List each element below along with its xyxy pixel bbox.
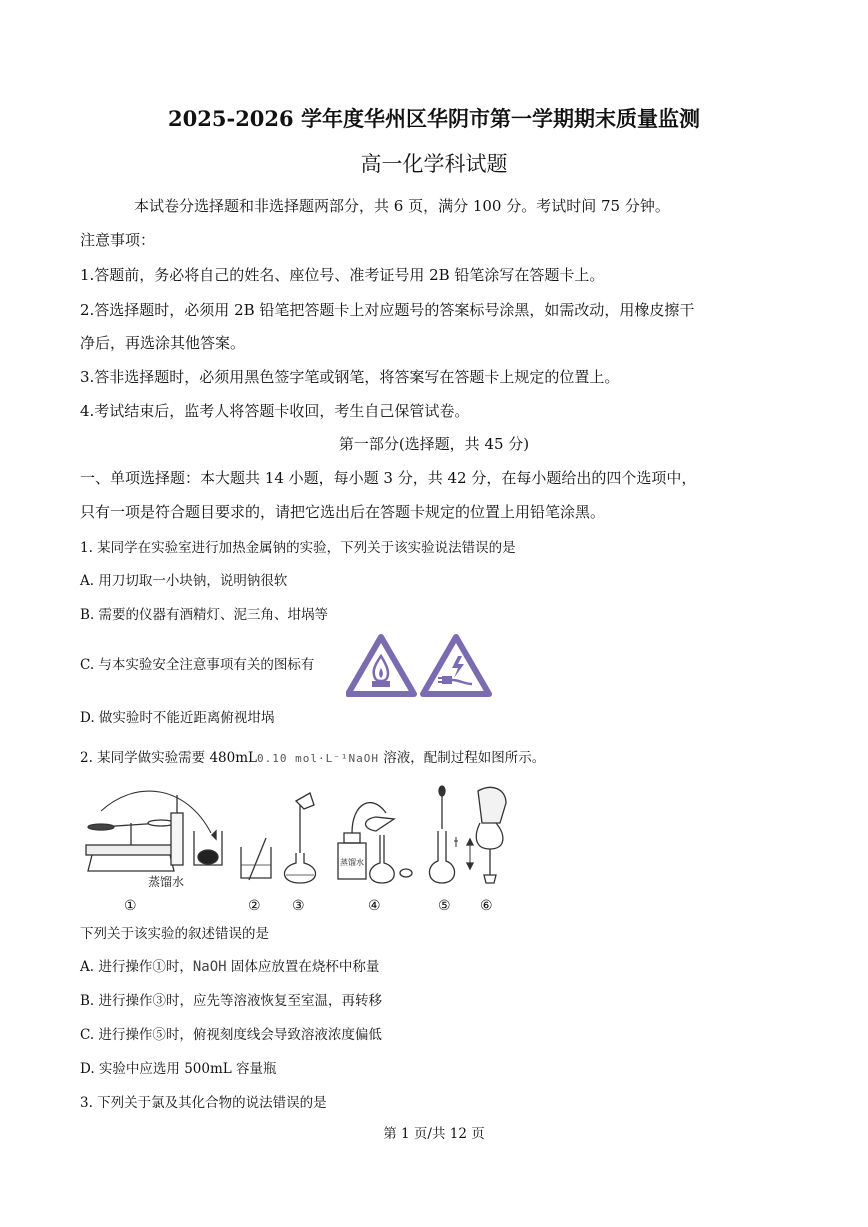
q2-option-a-formula: NaOH <box>192 959 227 975</box>
q1-stem: 1. 某同学在实验室进行加热金属钠的实验，下列关于该实验说法错误的是 <box>80 540 516 556</box>
q1-option-a: A. 用刀切取一小块钠，说明钠很软 <box>80 573 288 589</box>
figure-label-water: 蒸馏水 <box>148 875 185 889</box>
q1-option-c: C. 与本实验安全注意事项有关的图标有 <box>80 657 315 673</box>
dropper-flask-icon <box>429 786 458 883</box>
transfer-to-flask-icon <box>284 793 315 883</box>
electric-plug-icon <box>423 637 489 694</box>
q3-stem: 3. 下列关于氯及其化合物的说法错误的是 <box>80 1095 327 1111</box>
hot-flame-icon <box>348 637 414 694</box>
figure-label-step-5: ⑤ <box>438 898 451 914</box>
q2-stem-formula: 0.10 mol·L⁻¹NaOH <box>257 752 379 765</box>
notice-item-4: 4.考试结束后，监考人将答题卡收回，考生自己保管试卷。 <box>80 402 470 420</box>
figure-label-step-6: ⑥ <box>480 898 493 914</box>
beaker-stirring-icon <box>241 838 271 880</box>
figure-label-step-2: ② <box>248 898 261 914</box>
figure-label-step-1: ① <box>124 898 137 914</box>
figure-label-bottle: 蒸馏水 <box>340 858 364 867</box>
figure-label-step-4: ④ <box>368 898 381 914</box>
solution-preparation-figure <box>76 783 516 917</box>
part1-heading: 第一部分(选择题，共 45 分) <box>338 435 530 453</box>
balance-scale-icon <box>86 791 222 871</box>
q2-lead: 下列关于该实验的叙述错误的是 <box>80 926 269 942</box>
q2-option-a <box>80 957 379 977</box>
q2-option-a-prefix: A. 进行操作①时， <box>80 959 193 975</box>
notice-item-1: 1.答题前，务必将自己的姓名、座位号、准考证号用 2B 铅笔涂写在答题卡上。 <box>80 266 605 284</box>
q2-stem-prefix: 2. 某同学做实验需要 480mL <box>80 750 257 766</box>
section-instructions-line-2: 只有一项是符合题目要求的，请把它选出后在答题卡规定的位置上用铅笔涂黑。 <box>80 503 606 521</box>
q1-option-b: B. 需要的仪器有酒精灯、泥三角、坩埚等 <box>80 607 329 623</box>
q2-stem <box>80 748 545 769</box>
notice-heading: 注意事项： <box>80 231 156 249</box>
hazard-icons <box>346 634 496 698</box>
q2-option-a-suffix: 固体应放置在烧杯中称量 <box>226 959 380 975</box>
q2-stem-suffix: 溶液，配制过程如图所示。 <box>378 750 546 766</box>
q2-option-b: B. 进行操作③时，应先等溶液恢复至室温，再转移 <box>80 993 383 1009</box>
figure-label-step-3: ③ <box>292 898 305 914</box>
notice-item-3: 3.答非选择题时，必须用黑色签字笔或钢笔，将答案写在答题卡上规定的位置上。 <box>80 368 620 386</box>
exam-subtitle: 高一化学科试题 <box>360 152 508 176</box>
q2-option-d: D. 实验中应选用 500mL 容量瓶 <box>80 1061 277 1077</box>
exam-title: 2025-2026 学年度华州区华阴市第一学期期末质量监测 <box>168 106 700 131</box>
page-footer: 第 1 页/共 12 页 <box>383 1126 485 1142</box>
q2-option-c: C. 进行操作⑤时，俯视刻度线会导致溶液浓度偏低 <box>80 1027 382 1043</box>
notice-item-2-line-1: 2.答选择题时，必须用 2B 铅笔把答题卡上对应题号的答案标号涂黑，如需改动，用橡皮擦干 <box>80 301 695 319</box>
wash-bottle-icon <box>338 803 412 883</box>
q1-option-d: D. 做实验时不能近距离俯视坩埚 <box>80 710 275 726</box>
intro-text: 本试卷分选择题和非选择题两部分，共 6 页，满分 100 分。考试时间 75 分钟。 <box>134 197 670 215</box>
notice-item-2-line-2: 净后，再选涂其他答案。 <box>80 334 246 352</box>
section-instructions-line-1: 一、单项选择题：本大题共 14 小题，每小题 3 分，共 42 分，在每小题给出的四个选项中， <box>80 469 697 487</box>
invert-flask-icon <box>467 787 506 883</box>
